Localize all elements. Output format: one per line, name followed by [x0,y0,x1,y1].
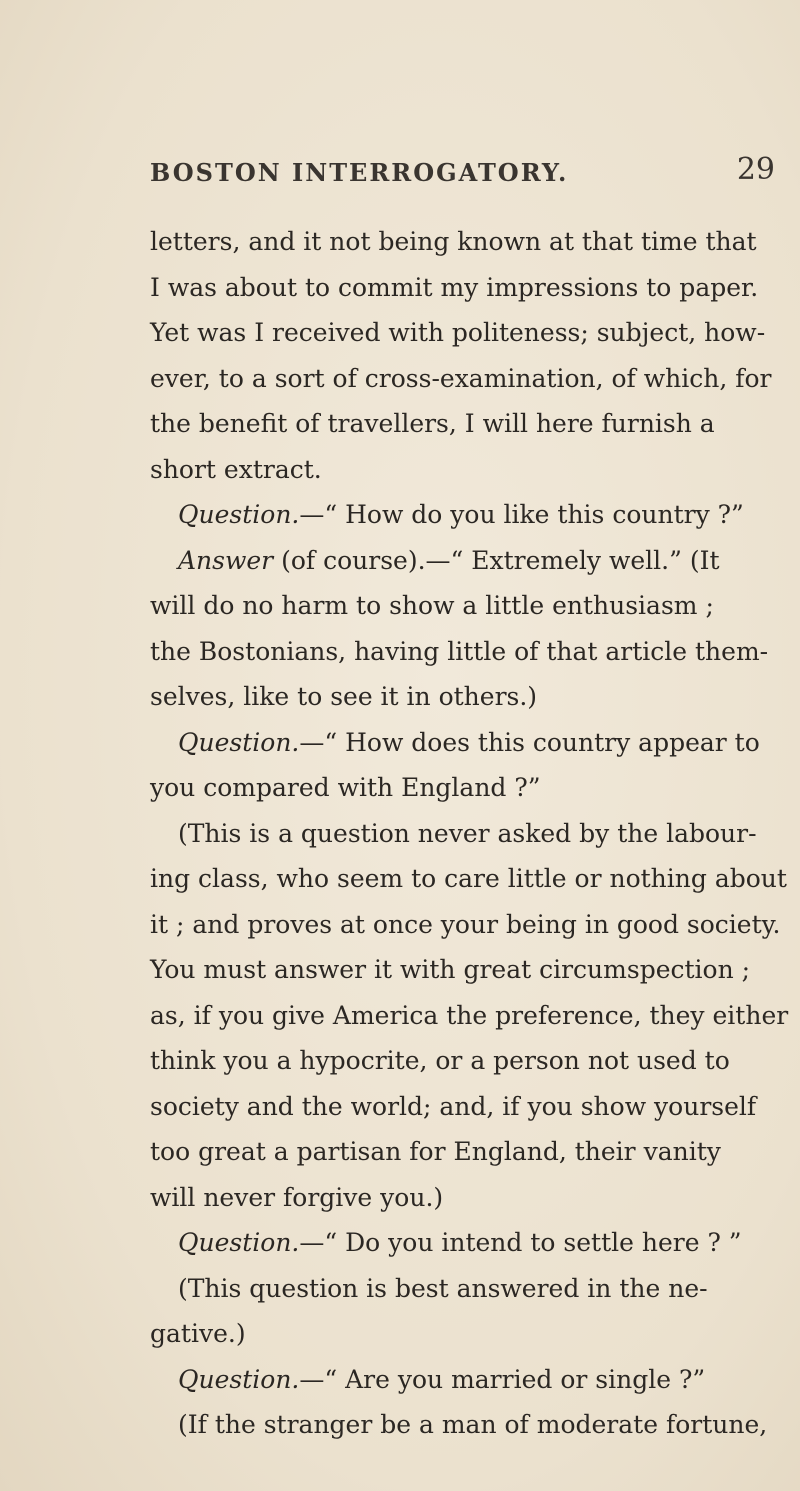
text-line: selves, like to see it in others.) [150,682,538,711]
text-line: will never forgive you.) [150,1183,444,1212]
answer-label: Answer [178,546,274,575]
running-title: BOSTON INTERROGATORY. [150,158,569,187]
text-line: think you a hypocrite, or a person not used to [150,1046,730,1075]
text-line: letters, and it not being known at that time that [150,227,757,256]
question-line: Question.—“ How does this country appear to [178,728,760,757]
text-line: the Bostonians, having little of that article them- [150,637,769,666]
text-line: ing class, who seem to care little or nothing about [150,864,787,893]
text-line: Yet was I received with politeness; subject, how- [150,318,766,347]
question-label: Question. [178,500,300,529]
text-line: will do no harm to show a little enthusiasm ; [150,591,714,620]
text-line: the benefit of travellers, I will here furnish a [150,409,715,438]
text-line: short extract. [150,455,322,484]
text-line: gative.) [150,1319,246,1348]
text-line: you compared with England ?” [150,773,541,802]
question-label: Question. [178,1365,300,1394]
text-line: society and the world; and, if you show yourself [150,1092,757,1121]
text-line: as, if you give America the preference, they either [150,1001,789,1030]
text-line: I was about to commit my impressions to paper. [150,273,759,302]
question-line: Question.—“ How do you like this country ?” [178,500,744,529]
running-header [150,152,775,187]
text-line: too great a partisan for England, their vanity [150,1137,721,1166]
text-line: ever, to a sort of cross-examination, of which, for [150,364,772,393]
question-line: Question.—“ Do you intend to settle here ? ” [178,1228,742,1257]
text-line: You must answer it with great circumspection ; [150,955,751,984]
question-label: Question. [178,728,300,757]
page-number: 29 [736,152,775,187]
text-line: (This question is best answered in the ne- [178,1274,708,1303]
text-line: (This is a question never asked by the labour- [178,819,757,848]
question-line: Question.—“ Are you married or single ?” [178,1365,706,1394]
question-label: Question. [178,1228,300,1257]
text-line: it ; and proves at once your being in good society. [150,910,781,939]
answer-line: Answer (of course).—“ Extremely well.” (It [178,546,720,575]
text-line: (If the stranger be a man of moderate fortune, [178,1410,768,1439]
